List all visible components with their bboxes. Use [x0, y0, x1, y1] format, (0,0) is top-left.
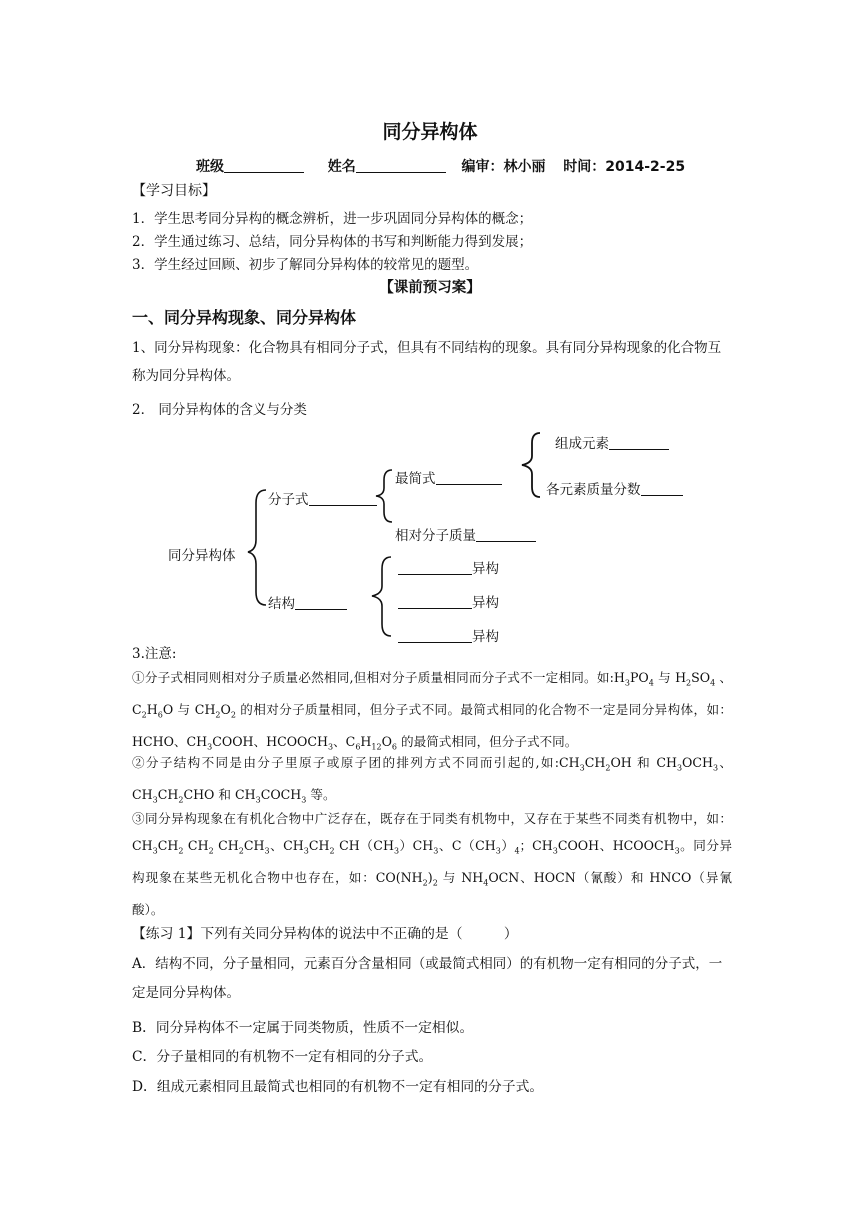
option-a: A．结构不同，分子量相同，元素百分含量相同（或最简式相同）的有机物一定有相同的分子式，一定是同分异构体。 [132, 956, 723, 1001]
blank [641, 481, 683, 496]
goal-item: 2．学生通过练习、总结，同分异构体的书写和判断能力得到发展； [132, 234, 533, 250]
goal-item: 3．学生经过回顾、初步了解同分异构体的较常见的题型。 [132, 257, 479, 273]
section-heading: 一、同分异构现象、同分异构体 [132, 308, 357, 327]
note-1: ①分子式相同则相对分子质量必然相同,但相对分子质量相同而分子式不一定相同。如$:H_3PO_4$ 与 $H_2SO_4$ 、$C_2H_6O$ 与 $CH_2O_2$ 的相对分子质量相同，但分子式不同。最简式相同的化合物不一定是同分异构体，如：HCHO、$CH_3COOH$、$HCOOCH_3$、$C_6H_{12}O_6$ 的最简式相同，但分子式不同。 [132, 670, 732, 752]
date: 时间：2014-2-25 [563, 159, 686, 175]
blank [609, 435, 669, 450]
molecular-formula-label: 分子式 [268, 492, 309, 508]
bracket-simplest [522, 433, 540, 497]
diagram-mass-fraction [546, 478, 683, 498]
composition-label: 组成元素 [555, 436, 609, 452]
blank [398, 628, 472, 643]
diagram-relative-mass [395, 524, 536, 544]
bracket-structure [372, 557, 391, 636]
diagram-simplest-formula [395, 467, 502, 487]
diagram-root: 同分异构体 [168, 548, 236, 564]
blank [309, 491, 377, 506]
diagram-structure [268, 592, 347, 612]
structure-label: 结构 [268, 596, 295, 612]
note-2: ②分子结构不同是由分子里原子或原子团的排列方式不同而引起的,如$:CH_3CH_2OH$ 和 $CH_3OCH_3$、$CH_3CH_2CHO$ 和 $CH_3COCH_3$ 等。 [132, 755, 733, 805]
preview-heading: 【课前预习案】 [379, 280, 481, 296]
blank [436, 470, 502, 485]
isomer-label: 异构 [472, 629, 499, 645]
notes-heading: 3.注意: [132, 646, 177, 662]
isomer-label: 异构 [472, 595, 499, 611]
class-label: 班级 [196, 159, 224, 175]
diagram-composition [555, 432, 669, 452]
diagram-isomer-type [398, 557, 499, 577]
reviewer: 编审：林小丽 [461, 159, 546, 175]
blank [398, 594, 472, 609]
blank [295, 595, 347, 610]
diagram-molecular-formula [268, 488, 377, 508]
diagram-isomer-type [398, 591, 499, 611]
definition-paragraph: 1、同分异构现象：化合物具有相同分子式，但具有不同结构的现象。具有同分异构现象的化合物互称为同分异构体。 [132, 340, 722, 384]
option-d: D．组成元素相同且最简式也相同的有机物不一定有相同的分子式。 [132, 1079, 544, 1095]
name-label: 姓名 [327, 159, 356, 175]
classification-heading: 2． 同分异构体的含义与分类 [132, 402, 307, 418]
mass-fraction-label: 各元素质量分数 [546, 482, 641, 498]
option-b: B．同分异构体不一定属于同类物质，性质不一定相似。 [132, 1020, 474, 1036]
blank [398, 560, 472, 575]
goals-heading: 【学习目标】 [132, 183, 216, 199]
relative-mass-label: 相对分子质量 [395, 528, 476, 544]
blank [476, 527, 536, 542]
isomer-label: 异构 [472, 561, 499, 577]
document-title: 同分异构体 [382, 121, 478, 143]
exercise-question: 【练习 1】下列有关同分异构体的说法中不正确的是（ ） [132, 926, 518, 942]
bracket-root [248, 490, 266, 605]
diagram-isomer-type [398, 625, 499, 645]
simplest-formula-label: 最简式 [395, 471, 436, 487]
goal-item: 1．学生思考同分异构的概念辨析，进一步巩固同分异构体的概念； [132, 211, 533, 227]
note-3: ③同分异构现象在有机化合物中广泛存在，既存在于同类有机物中，又存在于某些不同类有机物中，如：$CH_3CH_2$ $CH_2$ $CH_2CH_3$、$CH_3CH_2$ $CH(CH_3)CH_3$、$C(CH_3)_4$；$CH_3COOH$、$HCOOCH_3$。同分异构现象在某些无机化合物中也存在，如：$CO(NH_2)_2$ 与 $NH_4OCN$、HOCN（氰酸）和 HNCO（异氰酸）。 [132, 811, 733, 917]
bracket-formula [376, 470, 392, 522]
option-c: C．分子量相同的有机物不一定有相同的分子式。 [132, 1049, 433, 1065]
